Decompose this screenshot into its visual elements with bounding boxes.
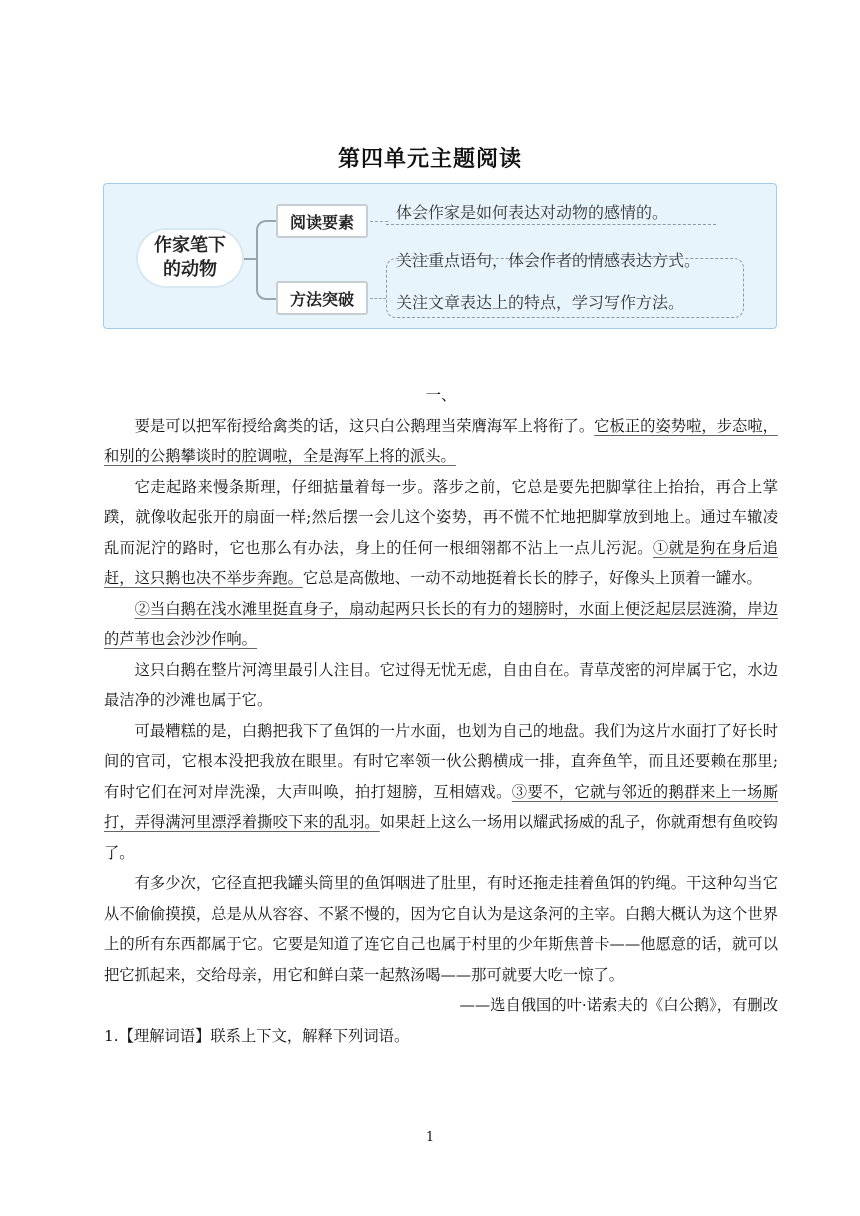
dashed-connector-2 [370,298,386,299]
paragraph-5 [104,716,778,869]
topic-cloud [136,228,244,288]
tag-method-breakthrough: 方法突破 [276,281,368,315]
p5-underlined-3: ③要不，它就与邻近的鹅群来上一场厮打，弄得满河里漂浮着撕咬下来的乱羽。 [104,782,778,831]
bracket-vertical [256,220,278,300]
p1-underlined: 它板正的姿势啦，步态啦，和别的公鹅攀谈时的腔调啦，全是海军上将的派头。 [104,416,778,465]
paragraph-6: 有多少次，它径直把我罐头筒里的鱼饵咽进了肚里，有时还拖走挂着鱼饵的钓绳。干这种勾当它从不偷偷摸摸，总是从从容容、不紧不慢的，因为它自认为是这条河的主宰。白鹅大概认为这个世界上的所有东西都属于它。它要是知道了连它自己也属于村里的少年斯焦普卡——他愿意的话，就可以把它抓起来，交给母亲，用它和鲜白菜一起熬汤喝——那可就要大吃一惊了。 [104,874,778,984]
question-1: 1.【理解词语】联系上下文，解释下列词语。 [104,1026,410,1045]
p2-text: 它走起路来慢条斯理，仔细掂量着每一步。落步之前，它总是要先把脚掌往上抬抬，再合上掌蹼，就像收起张开的扇面一样;然后摆一会儿这个姿势，再不慌不忙地把脚掌放到地上。通过车辙凌乱而泥泞的路时，它也那么有办法，身上的任何一根细翎都不沾上一点儿污泥。 [104,477,778,557]
passage [104,380,778,1051]
page-number: 1 [425,1130,435,1145]
method-text-1: 关注重点语句，体会作者的情感表达方式。 [396,251,701,270]
section-number: 一、 [425,386,457,404]
p1-text: 要是可以把军衔授给禽类的话，这只白公鹅理当荣膺海军上将衔了。 [134,416,595,435]
method-text-2: 关注文章表达上的特点，学习写作方法。 [396,293,685,312]
paragraph-3 [104,594,778,655]
bracket-connector [244,258,256,260]
page-title: 第四单元主题阅读 [337,147,522,172]
topic-line-2: 的动物 [163,259,217,280]
source-attribution: ——选自俄国的叶·诺索夫的《白公鹅》，有删改 [459,996,778,1014]
paragraph-2 [104,472,778,594]
p2-underlined-1: ①就是狗在身后追赶，这只鹅也决不举步奔跑。 [104,538,778,587]
p2-text-2: 它总是高傲地、一动不动地挺着长长的脖子，好像头上顶着一罐水。 [302,569,762,587]
p3-underlined-2: ②当白鹅在浅水滩里挺直身子，扇动起两只长长的有力的翅膀时，水面上便泛起层层涟漪，岸边的芦苇也会沙沙作响。 [104,599,778,648]
p5-text-2: 如果赶上这么一场用以耀武扬威的乱子，你就甭想有鱼咬钩了。 [104,813,778,862]
paragraph-1 [104,411,778,472]
topic-line-1: 作家笔下 [154,235,226,256]
paragraph-4: 这只白鹅在整片河湾里最引人注目。它过得无忧无虑，自由自在。青草茂密的河岸属于它，水边最洁净的沙滩也属于它。 [104,660,778,709]
tag-reading-element: 阅读要素 [276,204,368,238]
p5-text: 可最糟糕的是，白鹅把我下了鱼饵的一片水面，也划为自己的地盘。我们为这片水面打了好长时间的官司，它根本没把我放在眼里。有时它率领一伙公鹅横成一排，直奔鱼竿，而且还要赖在那里;有时它们在河对岸洗澡，大声叫唤，拍打翅膀，互相嬉戏。 [104,721,778,801]
reading-element-text: 体会作家是如何表达对动物的感情的。 [396,203,669,222]
unit-banner [103,183,777,329]
